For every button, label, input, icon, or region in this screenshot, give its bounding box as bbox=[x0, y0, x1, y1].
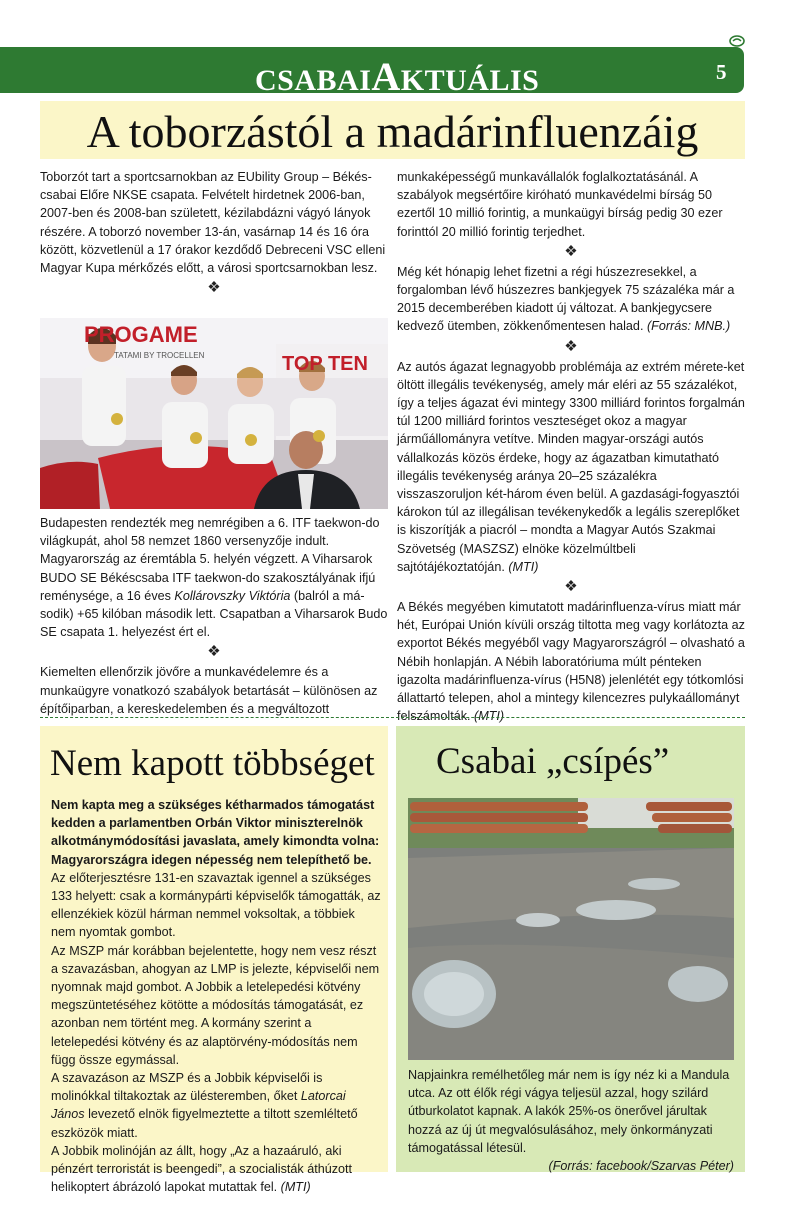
paragraph: Az MSZP már korábban bejelentette, hogy nem vesz részt a szavazásban, ahogyan az LMP is jelezte, képviselői nem nyomnak majd gombot. A Jobbik a letelepedési kötvény megszüntetéséhez kötötte a módosítás támogatását, ez azonban nem történt meg. A kormány szerint a letelepedési kötvény és az alaptörvény-módosítás nem függ össze egymással. bbox=[51, 943, 380, 1067]
separator: ❖ bbox=[564, 578, 578, 596]
separator: ❖ bbox=[564, 337, 578, 355]
main-title-box bbox=[40, 101, 745, 159]
paragraph: A Jobbik molinóján az állt, hogy „Az a hazaáruló, aki pénzért terroristát is beengedi”, a szocialisták áthúzott helikoptert ábrázoló lapokat mutattak fel. (MTI) bbox=[51, 1143, 353, 1195]
article-taekwondo: Budapesten rendezték meg nemrégiben a 6. ITF taekwon-do világkupát, ahol 58 nemzet 1860 versenyzője indult. Magyarország az éremtábla 5. helyén végzett. A Viharsarok BUDO SE Békéscsaba ITF taekwon-do szakosztályának ifjú reménysége, a 16 éves Kollárovszky Viktória (balról a má-sodik) +65 kilóban második lett. Csapatban a Viharsarok Budo SE csapata 1. helyezést ért el. bbox=[40, 516, 388, 640]
box-title: Nem kapott többséget bbox=[50, 743, 375, 784]
sports-photo-art bbox=[40, 318, 388, 509]
right-column bbox=[397, 168, 745, 725]
separator: ❖ bbox=[564, 242, 578, 260]
banner-right: TOP TEN bbox=[282, 353, 368, 375]
source: (MTI) bbox=[280, 1180, 311, 1195]
separator: ❖ bbox=[207, 643, 221, 661]
lead-paragraph: Nem kapta meg a szükséges kétharmados támogatást kedden a parlamentben Orbán Viktor miniszterelnök alkotmánymódosítási javaslata, amely kimondta volna: Magyarországra idegen népesség nem telepíthető be. bbox=[51, 798, 380, 867]
box-no-majority bbox=[40, 726, 388, 1195]
athlete-name: Kollárovszky Viktória bbox=[174, 588, 291, 603]
brand-initial: A bbox=[371, 54, 401, 99]
main-title: A toborzástól a madárinfluenzáig bbox=[86, 106, 699, 157]
left-column-top bbox=[40, 168, 388, 299]
brand-small: CSABAI bbox=[255, 64, 372, 97]
caption-text: Napjainkra remélhetőleg már nem is így néz ki a Mandula utca. Az ott élők régi vágya teljesül azzal, hogy szilárd útburkolatot kapnak. A lakók 25%-os önerővel járultak hozzá az új út megvalósulásához, mely önkormányzati támogatással létesül. bbox=[408, 1068, 730, 1155]
person-name: Latorcai János bbox=[51, 1089, 346, 1122]
swirl-icon bbox=[728, 34, 746, 48]
section-divider bbox=[40, 717, 745, 718]
street-photo-art bbox=[408, 798, 734, 1060]
page-number: 5 bbox=[716, 60, 727, 84]
street-photo bbox=[408, 798, 734, 1060]
banner-brand: PROGAME bbox=[84, 322, 198, 347]
source: (Forrás: MNB.) bbox=[646, 319, 731, 334]
box-title: Csabai „csípés” bbox=[436, 741, 670, 782]
sports-photo bbox=[40, 318, 388, 509]
publication-name bbox=[255, 53, 539, 100]
article-bird-flu: A Békés megyében kimutatott madárinfluenza-vírus miatt már hét, Európai Unión kívüli ország tiltotta meg vagy korlátozta az exportot Békés megyéből vagy Magyarországról – olvasható a Nébih honlapján. A Nébih laboratóriuma múlt pénteken igazolta madárinfluenza-vírus (H5N8) jelenlétét egy tótkomlósi állattartó telepen, ahol a mintegy kilencezres pulykaállományt felszámolták. (MTI) bbox=[397, 600, 745, 724]
paragraph: A szavazáson az MSZP és a Jobbik képviselői is molinókkal tiltakoztak az ülésteremben, őket Latorcai János levezető elnök figyelmeztette a tiltott szemléltető eszközök miatt. bbox=[51, 1071, 358, 1140]
article-recruitment: Toborzót tart a sportcsarnokban az EUbility Group – Békés-csabai Előre NKSE csapata. Felvételt hirdetnek 2006-ban, 2007-ben és 2008-ban született, kézilabdázni vágyó lányok részére. A toborzó november 13-án, vasárnap 14 és 16 óra között, közvetlenül a 17 órakor kezdődő Debreceni VSC elleni Magyar Kupa mérkőzés előtt, a városi sportcsarnokban lesz. bbox=[40, 170, 386, 276]
article-labor-fines: munkaképességű munkavállalók foglalkoztatásánál. A szabályok megsértőire kiróható munkavédelmi bírság 50 ezertől 10 millió forintig, a munkaügyi bírság pedig 30 ezer forinttól 20 millió forintig terjedhet. bbox=[397, 170, 723, 239]
source: (MTI) bbox=[508, 559, 539, 574]
brand-rest: KTUÁLIS bbox=[400, 64, 540, 97]
source: (MTI) bbox=[474, 709, 505, 724]
article-labor-inspection: Kiemelten ellenőrzik jövőre a munkavédelemre és a munkaügyre vonatkozó szabályok betartását – különösen az építőiparban, a kereskedelemben és a megváltozott bbox=[40, 665, 378, 716]
photo-source: (Forrás: facebook/Szarvas Péter) bbox=[548, 1159, 734, 1174]
separator: ❖ bbox=[207, 279, 221, 297]
photo-caption bbox=[408, 1066, 734, 1175]
banner-sub: TATAMI BY TROCELLEN bbox=[114, 351, 205, 360]
article-auto-sector: Az autós ágazat legnagyobb problémája az extrém mérete-ket öltött illegális tevékenység, amely már eléri az 55 százalékot, így a teljes ágazat évi mintegy 3300 milliárd forintos forgalmán túl 1200 milliárd forintos veszteséget okoz a magyar járműállományra vetítve. Minden magyar-országi autós vállalkozás közös érdeke, hogy az ágazatban kimutatható illegális tevékenység aránya 20–25 százalékra visszaszoruljon két-három éven belül. A gazdasági-fogyasztói károkon túl az illegálisan tevékenykedők a legális szereplőket is kiszorítják a piacról – mondta a Magyar Autós Szakmai Szövetség (MASZSZ) elnöke közelmúltbeli sajtótájékoztatóján. (MTI) bbox=[397, 359, 745, 574]
left-column-bottom bbox=[40, 514, 388, 718]
paragraph: Az előterjesztésre 131-en szavaztak igennel a szükséges 133 helyett: csak a kormánypárti képviselők támogatták, az ellenzékiek közül hárman nemmel voksoltak, a többiek nem nyomtak gombot. bbox=[51, 870, 381, 940]
box-csabai-csipes bbox=[396, 726, 745, 1172]
box-body bbox=[51, 796, 381, 1196]
article-banknotes: Még két hónapig lehet fizetni a régi húszezresekkel, a forgalomban lévő húszezres bankjegyek 75 százaléka már a 2015 decemberében kiadott új változat. A bankjegycsere kedvező ütemben, zökkenőmentesen halad. (Forrás: MNB.) bbox=[397, 264, 735, 334]
